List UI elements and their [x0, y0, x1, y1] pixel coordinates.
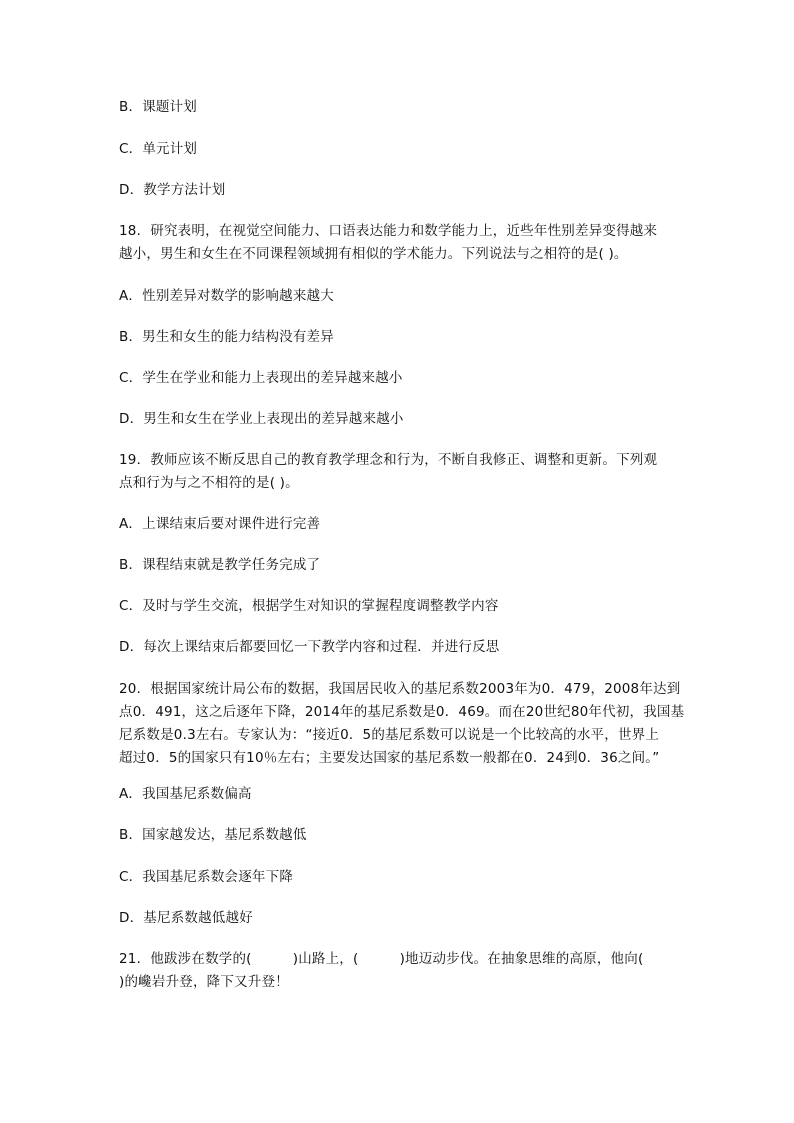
question-20-line-4: 超过0．5的国家只有10％左右；主要发达国家的基尼系数一般都在0．24到0．36之间。” — [119, 750, 660, 766]
option-d-q20: D．基尼系数越低越好 — [119, 910, 253, 926]
option-d-q19: D．每次上课结束后都要回忆一下教学内容和过程．并进行反思 — [119, 639, 500, 655]
question-21 — [119, 948, 679, 994]
option-a-q19: A．上课结束后要对课件进行完善 — [119, 516, 321, 532]
option-b-q18: B．男生和女生的能力结构没有差异 — [119, 329, 334, 345]
question-20-line-2: 点0．491，这之后逐年下降，2014年的基尼系数是0．469。而在20世纪80年代初，我国基 — [119, 704, 685, 720]
question-20 — [119, 678, 685, 770]
option-a-q18: A．性别差异对数学的影响越来越大 — [119, 288, 334, 304]
question-20-line-1: 20．根据国家统计局公布的数据，我国居民收入的基尼系数2003年为0．479，2008年达到 — [119, 681, 681, 697]
question-20-line-3: 尼系数是0.3左右。专家认为：“接近0．5的基尼系数可以说是一个比较高的水平，世界上 — [119, 727, 660, 743]
question-19 — [119, 449, 679, 495]
option-b-q19: B．课程结束就是教学任务完成了 — [119, 557, 321, 573]
option-b-q17: B．课题计划 — [119, 99, 197, 115]
option-c-q19: C．及时与学生交流，根据学生对知识的掌握程度调整教学内容 — [119, 598, 499, 614]
question-19-line-1: 19．教师应该不断反思自己的教育教学理念和行为，不断自我修正、调整和更新。下列观 — [119, 452, 658, 468]
option-d-q17: D．教学方法计划 — [119, 182, 226, 198]
question-21-line-1: 21．他跋涉在数学的( )山路上，( )地迈动步伐。在抽象思维的高原，他向( — [119, 951, 644, 967]
question-18-line-2: 越小，男生和女生在不同课程领域拥有相似的学术能力。下列说法与之相符的是( )。 — [119, 246, 628, 262]
question-18-line-1: 18．研究表明，在视觉空间能力、口语表达能力和数学能力上，近些年性别差异变得越来 — [119, 223, 658, 239]
option-c-q18: C．学生在学业和能力上表现出的差异越来越小 — [119, 370, 403, 386]
option-d-q18: D．男生和女生在学业上表现出的差异越来越小 — [119, 411, 404, 427]
option-c-q17: C．单元计划 — [119, 141, 198, 157]
question-19-line-2: 点和行为与之不相符的是( )。 — [119, 475, 299, 491]
question-21-line-2: )的巉岩升登，降下又升登！ — [119, 974, 289, 990]
question-18 — [119, 220, 679, 266]
option-b-q20: B．国家越发达，基尼系数越低 — [119, 827, 307, 843]
option-c-q20: C．我国基尼系数会逐年下降 — [119, 869, 294, 885]
option-a-q20: A．我国基尼系数偏高 — [119, 786, 252, 802]
